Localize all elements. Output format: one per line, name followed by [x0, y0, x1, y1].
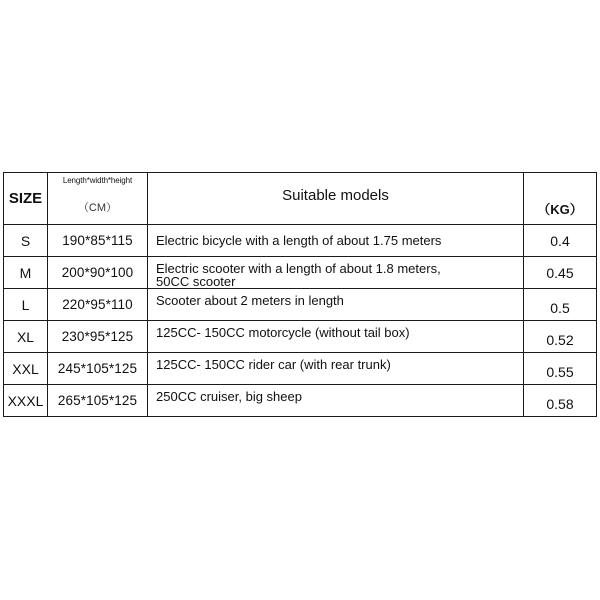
cell-weight: 0.52: [524, 321, 597, 353]
cell-weight: 0.5: [524, 289, 597, 321]
cell-dimensions: 190*85*115: [48, 225, 148, 257]
cell-dimensions: 220*95*110: [48, 289, 148, 321]
cell-size: XL: [4, 321, 48, 353]
cell-model: [148, 225, 524, 257]
cell-size: XXXL: [4, 385, 48, 417]
cell-model-line: Electric scooter with a length of about 1.8 meters,: [156, 261, 441, 276]
table-row: [4, 353, 597, 385]
table-row: [4, 257, 597, 289]
cell-model-line: 250CC cruiser, big sheep: [156, 389, 302, 404]
table-header-row: [4, 173, 597, 225]
table-row: [4, 321, 597, 353]
cell-dimensions: 200*90*100: [48, 257, 148, 289]
header-size: SIZE: [4, 173, 48, 225]
cell-size: S: [4, 225, 48, 257]
cell-dimensions: 265*105*125: [48, 385, 148, 417]
header-dimensions-unit: （CM）: [77, 202, 118, 214]
cell-weight: 0.55: [524, 353, 597, 385]
cell-model-line: 125CC- 150CC motorcycle (without tail box): [156, 325, 410, 340]
table-row: [4, 385, 597, 417]
header-dimensions-label: Length*width*height: [62, 176, 133, 185]
header-dimensions: [48, 173, 148, 225]
cell-model: [148, 385, 524, 417]
cell-dimensions: 230*95*125: [48, 321, 148, 353]
cell-size: XXL: [4, 353, 48, 385]
cell-weight: 0.58: [524, 385, 597, 417]
size-chart-table: [3, 172, 597, 417]
table-row: [4, 289, 597, 321]
cell-dimensions: 245*105*125: [48, 353, 148, 385]
cell-size: M: [4, 257, 48, 289]
cell-model-line: Scooter about 2 meters in length: [156, 293, 344, 308]
cell-weight: 0.45: [524, 257, 597, 289]
cell-model: [148, 257, 524, 289]
cell-model: [148, 321, 524, 353]
cell-model: [148, 353, 524, 385]
cell-model-line: 125CC- 150CC rider car (with rear trunk): [156, 357, 391, 372]
header-weight: （KG）: [524, 173, 597, 225]
cell-model-line: 50CC scooter: [156, 274, 236, 289]
header-suitable-models: Suitable models: [148, 173, 524, 225]
cell-weight: 0.4: [524, 225, 597, 257]
cell-size: L: [4, 289, 48, 321]
table-row: [4, 225, 597, 257]
cell-model-line: Electric bicycle with a length of about 1.75 meters: [156, 233, 442, 248]
cell-model: [148, 289, 524, 321]
